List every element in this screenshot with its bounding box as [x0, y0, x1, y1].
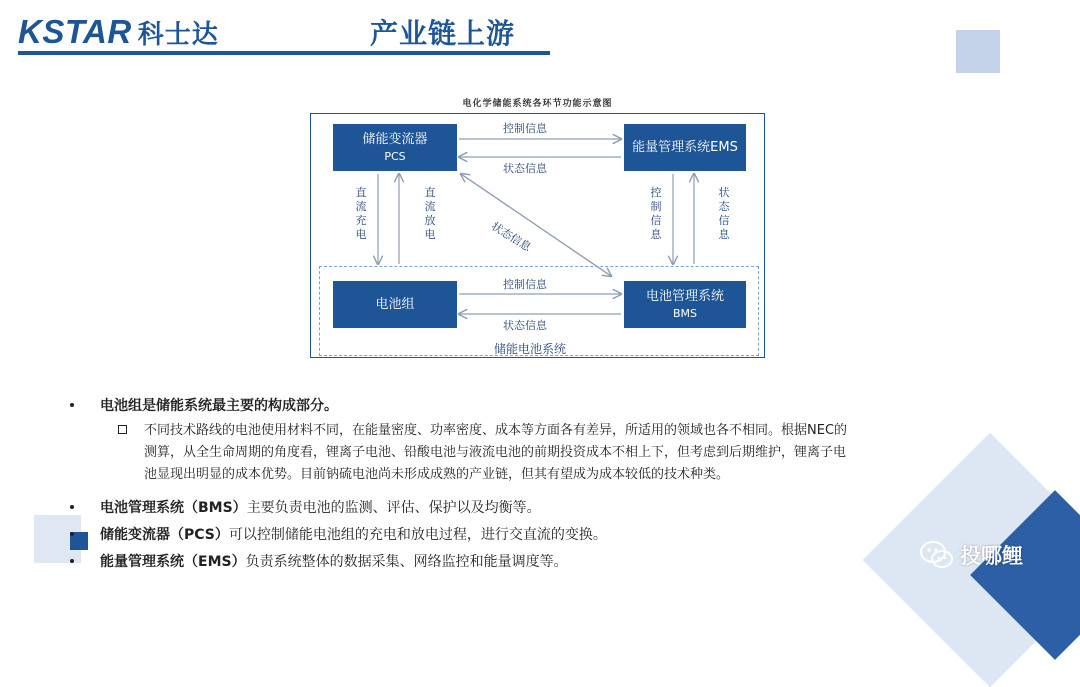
label-dc-charge: 直流充电 — [355, 186, 367, 241]
bullet-ems-strong: 能量管理系统（EMS） — [100, 554, 246, 570]
bullet-bms-rest: 主要负责电池的监测、评估、保护以及均衡等。 — [246, 500, 541, 516]
bullet-bms — [70, 497, 541, 517]
logo-latin-text: KSTAR — [18, 13, 132, 50]
label-bat-bms-control: 控制信息 — [503, 278, 547, 291]
bullet-pcs-strong: 储能变流器（PCS） — [100, 527, 229, 543]
bms-abbr: BMS — [672, 306, 698, 320]
bullet-marker — [70, 559, 74, 563]
watermark-text: 投哪鲤 — [960, 544, 1023, 568]
page-title: 产业链上游 — [370, 17, 516, 50]
bms-box — [624, 281, 746, 328]
sub-bullet-line-1: 不同技术路线的电池使用材料不同，在能量密度、功率密度、成本等方面各有差异，所适用的领域也各不相同。根据NEC的 — [144, 423, 848, 438]
label-pcs-ems-status: 状态信息 — [503, 162, 547, 175]
label-ems-status: 状态信息 — [718, 186, 730, 241]
logo-chinese-text: 科士达 — [137, 19, 219, 50]
decorative-square-top — [956, 30, 1000, 73]
bullet-pcs-rest: 可以控制储能电池组的充电和放电过程，进行交直流的变换。 — [228, 527, 607, 543]
ems-box — [624, 124, 746, 171]
label-pcs-ems-control: 控制信息 — [503, 122, 547, 135]
label-ems-control: 控制信息 — [650, 186, 662, 241]
wechat-icon — [920, 540, 954, 570]
company-logo — [18, 12, 219, 52]
bullet-marker — [70, 403, 74, 407]
sub-bullet-text — [144, 420, 1044, 486]
square-bullet-marker — [118, 425, 127, 434]
bullet-battery-strong: 电池组是储能系统最主要的构成部分。 — [100, 398, 338, 414]
bullet-bms-strong: 电池管理系统（BMS） — [100, 500, 247, 516]
wechat-watermark — [920, 540, 1023, 570]
label-diagonal-status: 状态信息 — [489, 219, 534, 255]
sub-bullet-line-3: 池显现出明显的成本优势。目前钠硫电池尚未形成成熟的产业链，但其有望成为成本较低的技术种类。 — [144, 467, 730, 482]
bullet-battery — [70, 395, 338, 415]
diagram-caption: 电化学储能系统各环节功能示意图 — [462, 99, 613, 109]
arrow-pcs-to-bms-diagonal — [461, 174, 611, 276]
battery-subsystem-label: 储能电池系统 — [494, 342, 567, 356]
bullet-ems-rest: 负责系统整体的数据采集、网络监控和能量调度等。 — [245, 554, 568, 570]
pcs-abbr: PCS — [384, 149, 406, 163]
ems-name: 能量管理系统EMS — [632, 140, 738, 155]
sub-bullet-line-2: 测算，从全生命周期的角度看，锂离子电池、铅酸电池与液流电池的前期投资成本不相上下，但考虑到后期维护，锂离子电 — [144, 445, 847, 460]
bullet-marker — [70, 505, 74, 509]
bullet-pcs — [70, 524, 607, 544]
battery-name: 电池组 — [375, 297, 415, 312]
ess-function-diagram — [310, 113, 765, 358]
pcs-box — [333, 124, 457, 171]
bullet-marker — [70, 532, 74, 536]
label-bat-bms-status: 状态信息 — [503, 319, 547, 332]
battery-box — [333, 281, 457, 328]
header-divider — [18, 51, 550, 55]
bullet-ems — [70, 551, 568, 571]
label-dc-discharge: 直流放电 — [424, 186, 436, 241]
bms-name: 电池管理系统 — [645, 288, 724, 304]
pcs-name: 储能变流器 — [362, 131, 428, 147]
